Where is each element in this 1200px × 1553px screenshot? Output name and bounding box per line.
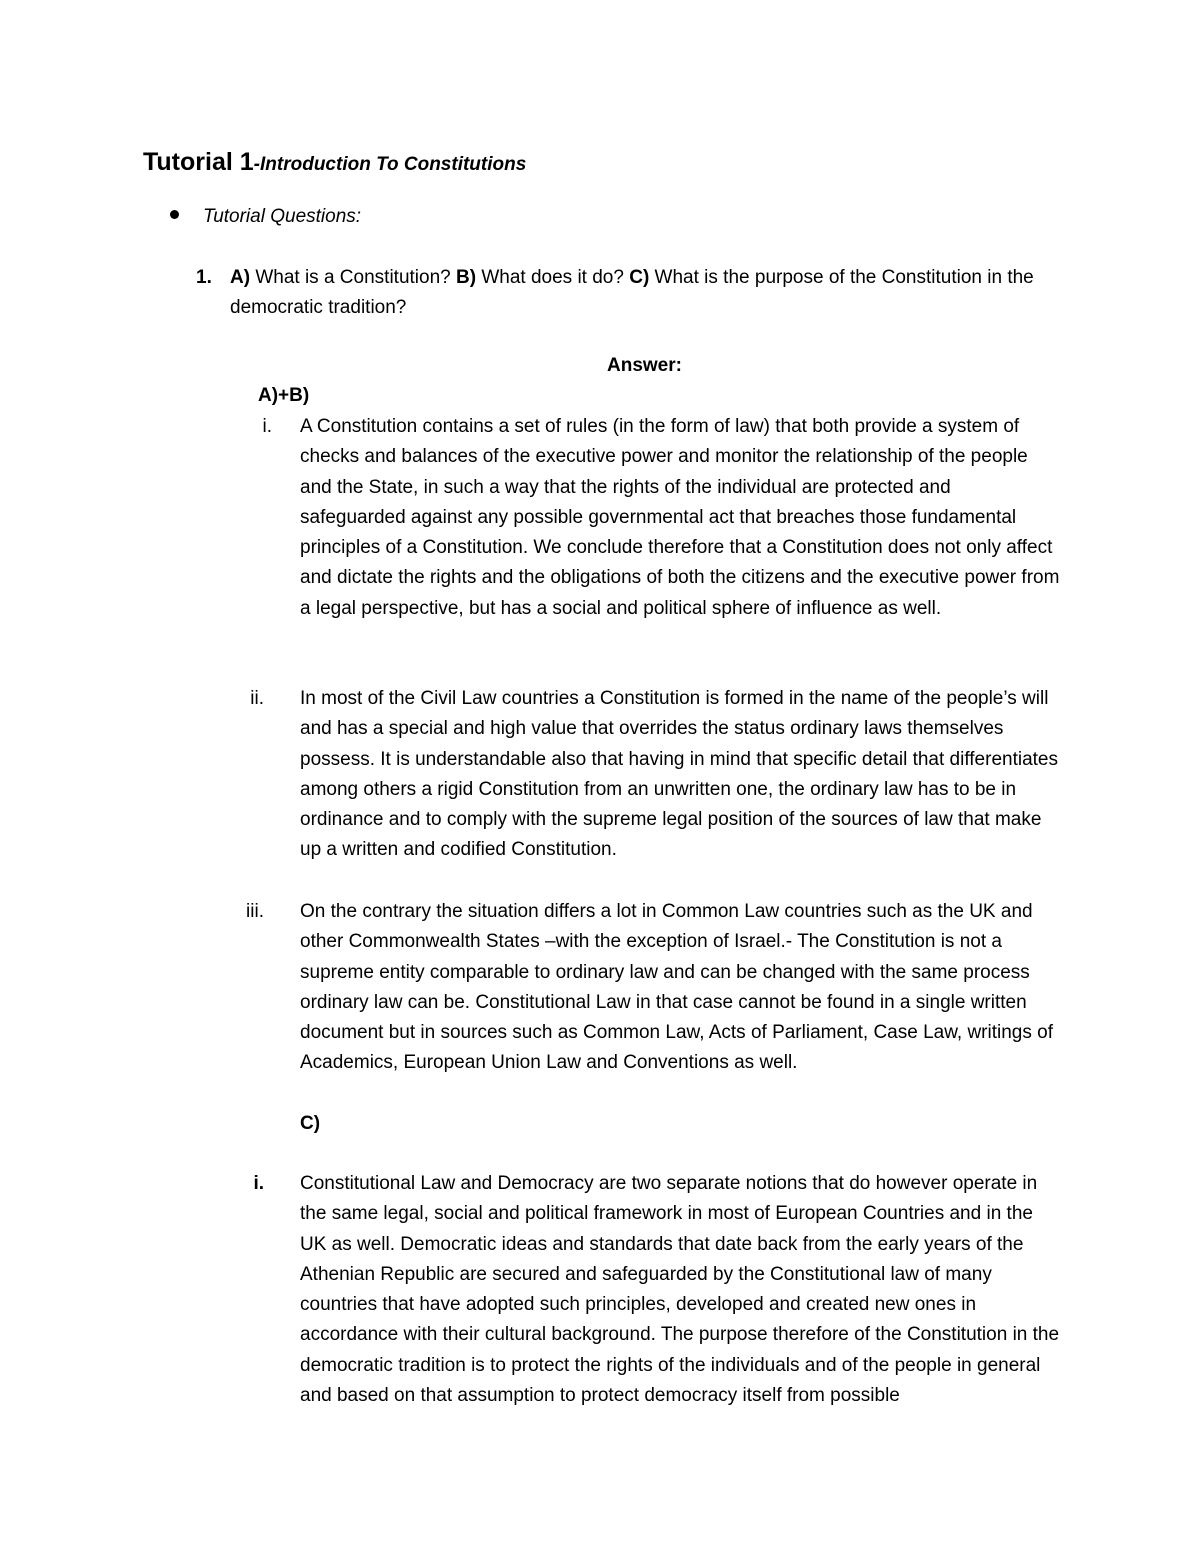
ab-item-3-numeral: iii.	[246, 901, 264, 922]
tutorial-questions-bullet	[170, 204, 361, 230]
c-item-1-numeral: i.	[253, 1173, 264, 1194]
title-main: Tutorial 1	[143, 148, 254, 176]
title-sub: -Introduction To Constitutions	[253, 154, 527, 175]
question-c-label: C)	[629, 267, 650, 288]
question-b-text: What does it do?	[476, 267, 630, 288]
bullet-icon	[170, 210, 179, 219]
ab-item-2-text: In most of the Civil Law countries a Constitution is formed in the name of the people’s will and has a special and high value that overrides the status ordinary laws themselves possess. It is understandable also that having in mind that specific detail that differentiates among others a rigid Constitution from an unwritten one, the ordinary law has to be in ordinance and to comply with the supreme legal position of the sources of law that make up a written and codified Constitution.	[300, 688, 1058, 861]
bullet-label: Tutorial Questions:	[203, 206, 362, 227]
ab-item-2-numeral: ii.	[250, 688, 264, 709]
section-ab-label: A)+B)	[258, 385, 310, 406]
question-c-text: What is the purpose of the Constitution in the democratic tradition?	[230, 267, 1034, 318]
document-title	[143, 146, 526, 181]
section-c-label: C)	[300, 1113, 321, 1134]
answer-heading: Answer:	[607, 355, 682, 376]
question-b-label: B)	[456, 267, 477, 288]
question-a-label: A)	[230, 267, 251, 288]
ab-item-1-numeral: i.	[262, 416, 272, 437]
question-a-text: What is a Constitution?	[250, 267, 456, 288]
c-item-1-text: Constitutional Law and Democracy are two separate notions that do however operate in the same legal, social and political framework in most of European Countries and in the UK as well. Democratic ideas and standards that date back from the early years of the Athenian Republic are secured and safeguarded by the Constitutional law of many countries that have adopted such principles, developed and created new ones in accordance with their cultural background. The purpose therefore of the Constitution in the democratic tradition is to protect the rights of the individuals and of the people in general and based on that assumption to protect democracy itself from possible	[300, 1173, 1060, 1407]
ab-item-3-text: On the contrary the situation differs a lot in Common Law countries such as the UK and other Commonwealth States –with the exception of Israel.- The Constitution is not a supreme entity comparable to ordinary law and can be changed with the same process ordinary law can be. Constitutional Law in that case cannot be found in a single written document but in sources such as Common Law, Acts of Parliament, Case Law, writings of Academics, European Union Law and Conventions as well.	[300, 901, 1053, 1074]
ab-item-1-text: A Constitution contains a set of rules (in the form of law) that both provide a system of checks and balances of the executive power and monitor the relationship of the people and the State, in such a way that the rights of the individual are protected and safeguarded against any possible governmental act that breaches those fundamental principles of a Constitution. We conclude therefore that a Constitution does not only affect and dictate the rights and the obligations of both the citizens and the executive power from a legal perspective, but has a social and political sphere of influence as well.	[300, 416, 1060, 619]
question-number: 1.	[196, 267, 212, 288]
question-text	[230, 263, 1050, 323]
